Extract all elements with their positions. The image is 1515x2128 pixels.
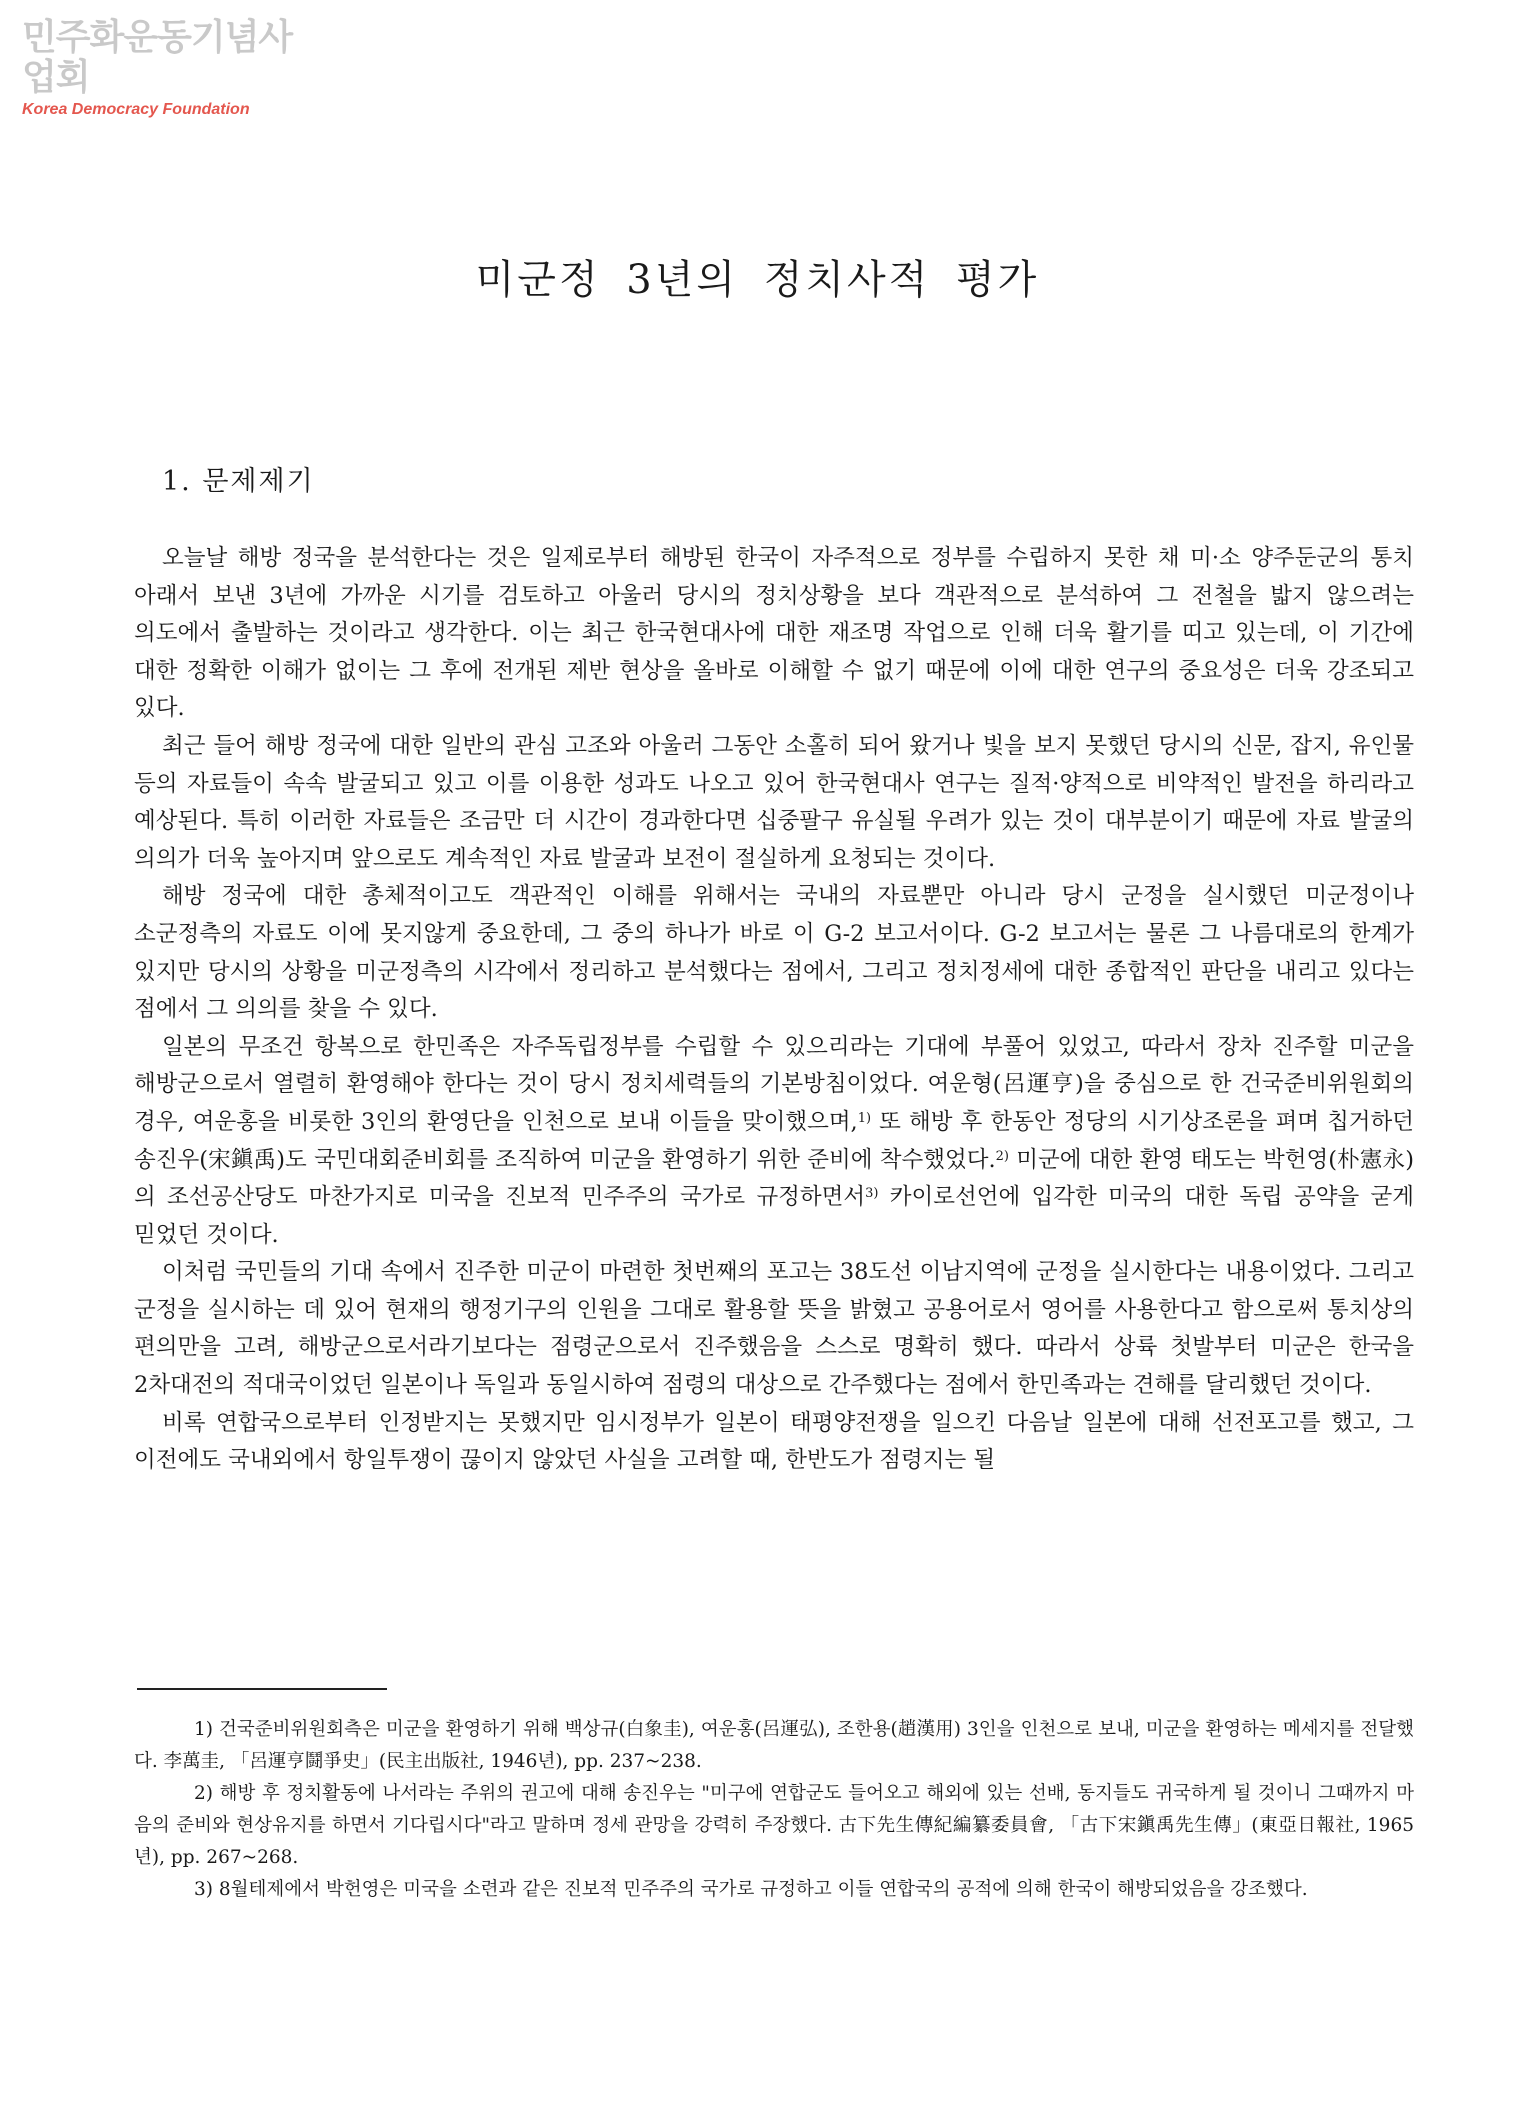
page-title: 미군정 3년의 정치사적 평가 (475, 257, 1040, 303)
paragraph-4-part-1: 일본의 무조건 항복으로 한민족은 자주독립정부를 수립할 수 있으리라는 기대에 부풀어 있었고, 따라서 장차 진주할 미군을 해방군으로서 열렬히 환영해야 한다는 것이 당시 정치세력들의 기본방침이었다. 여운형(呂運亨)을 중심으로 한 건국준비위원회의 경우, 여운홍을 비롯한 3인의 환영단을 인천으로 보내 이들을 맞이했으며, (134, 1033, 1414, 1135)
paragraph-4 (134, 1029, 1414, 1255)
watermark-english: Korea Democracy Foundation (22, 101, 250, 118)
paragraph-4-part-4: 카이로선언에 입각한 미국의 대한 독립 공약을 굳게 믿었던 것이다. (134, 1184, 1414, 1248)
paragraph-3: 해방 정국에 대한 총체적이고도 객관적인 이해를 위해서는 국내의 자료뿐만 아니라 당시 군정을 실시했던 미군정이나 소군정측의 자료도 이에 못지않게 중요한데, 그 중의 하나가 바로 이 G-2 보고서이다. G-2 보고서는 물론 그 나름대로의 한계가 있지만 당시의 상황을 미군정측의 시각에서 정리하고 분석했다는 점에서, 그리고 정치정세에 대한 종합적인 판단을 내리고 있다는 점에서 그 의의를 찾을 수 있다. (134, 883, 1414, 1023)
watermark-logo (22, 18, 322, 120)
footnote-ref-2: 2) (995, 1148, 1009, 1164)
body-text (134, 540, 1414, 1480)
watermark-korean: 민주화운동기념사업회 (22, 17, 293, 98)
footnote-ref-1: 1) (857, 1110, 872, 1126)
paragraph-1: 오늘날 해방 정국을 분석한다는 것은 일제로부터 해방된 한국이 자주적으로 정부를 수립하지 못한 채 미·소 양주둔군의 통치 아래서 보낸 3년에 가까운 시기를 검토하고 아울러 당시의 정치상황을 보다 객관적으로 분석하여 그 전철을 밟지 않으려는 의도에서 출발하는 것이라고 생각한다. 이는 최근 한국현대사에 대한 재조명 작업으로 인해 더욱 활기를 띠고 있는데, 이 기간에 대한 정확한 이해가 없이는 그 후에 전개된 제반 현상을 올바로 이해할 수 없기 때문에 이에 대한 연구의 중요성은 더욱 강조되고 있다. (134, 545, 1414, 722)
paragraph-2: 최근 들어 해방 정국에 대한 일반의 관심 고조와 아울러 그동안 소홀히 되어 왔거나 빛을 보지 못했던 당시의 신문, 잡지, 유인물 등의 자료들이 속속 발굴되고 있고 이를 이용한 성과도 나오고 있어 한국현대사 연구는 질적·양적으로 비약적인 발전을 하리라고 예상된다. 특히 이러한 자료들은 조금만 더 시간이 경과한다면 십중팔구 유실될 우려가 있는 것이 대부분이기 때문에 자료 발굴의 의의가 더욱 높아지며 앞으로도 계속적인 자료 발굴과 보전이 절실하게 요청되는 것이다. (134, 732, 1414, 872)
paragraph-6: 비록 연합국으로부터 인정받지는 못했지만 임시정부가 일본이 태평양전쟁을 일으킨 다음날 일본에 대해 선전포고를 했고, 그 이전에도 국내외에서 항일투쟁이 끊이지 않았던 사실을 고려할 때, 한반도가 점령지는 될 (134, 1409, 1414, 1474)
paragraph-4-part-2: 또 해방 후 한동안 정당의 시기상조론을 펴며 칩거하던 송진우(宋鎭禹)도 국민대회준비회를 조직하여 미군을 환영하기 위한 준비에 착수했었다. (134, 1108, 1415, 1173)
section-heading: 1. 문제제기 (162, 466, 315, 497)
footnote-1: 1) 건국준비위원회측은 미군을 환영하기 위해 백상규(白象圭), 여운홍(呂運弘), 조한용(趙漢用) 3인을 인천으로 보내, 미군을 환영하는 메세지를 전달했다. 李萬圭, 「呂運亨鬪爭史」(民主出版社, 1946년), pp. 237~238. (134, 1719, 1414, 1772)
footnote-3: 3) 8월테제에서 박헌영은 미국을 소련과 같은 진보적 민주주의 국가로 규정하고 이들 연합국의 공적에 의해 한국이 해방되었음을 강조했다. (194, 1879, 1308, 1900)
paragraph-4-part-3: 미군에 대한 환영 태도는 박헌영(朴憲永)의 조선공산당도 마찬가지로 미국을 진보적 민주주의 국가로 규정하면서 (134, 1146, 1414, 1211)
paragraph-5: 이처럼 국민들의 기대 속에서 진주한 미군이 마련한 첫번째의 포고는 38도선 이남지역에 군정을 실시한다는 내용이었다. 그리고 군정을 실시하는 데 있어 현재의 행정기구의 인원을 그대로 활용할 뜻을 밝혔고 공용어로서 영어를 사용한다고 함으로써 통치상의 편의만을 고려, 해방군으로서라기보다는 점령군으로서 진주했음을 스스로 명확히 했다. 따라서 상륙 첫발부터 미군은 한국을 2차대전의 적대국이었던 일본이나 독일과 동일시하여 점령의 대상으로 간주했다는 점에서 한민족과는 견해를 달리했던 것이다. (134, 1259, 1414, 1399)
footnote-2: 2) 해방 후 정치활동에 나서라는 주위의 권고에 대해 송진우는 "미구에 연합군도 들어오고 해외에 있는 선배, 동지들도 귀국하게 될 것이니 그때까지 마음의 준비와 현상유지를 하면서 기다립시다"라고 말하며 정세 관망을 강력히 주장했다. 古下先生傳紀編纂委員會, 「古下宋鎭禹先生傳」(東亞日報社, 1965년), pp. 267~268. (134, 1783, 1414, 1868)
footnote-ref-3: 3) (865, 1186, 879, 1202)
footnote-divider (137, 1688, 387, 1690)
footnotes (134, 1714, 1414, 1906)
